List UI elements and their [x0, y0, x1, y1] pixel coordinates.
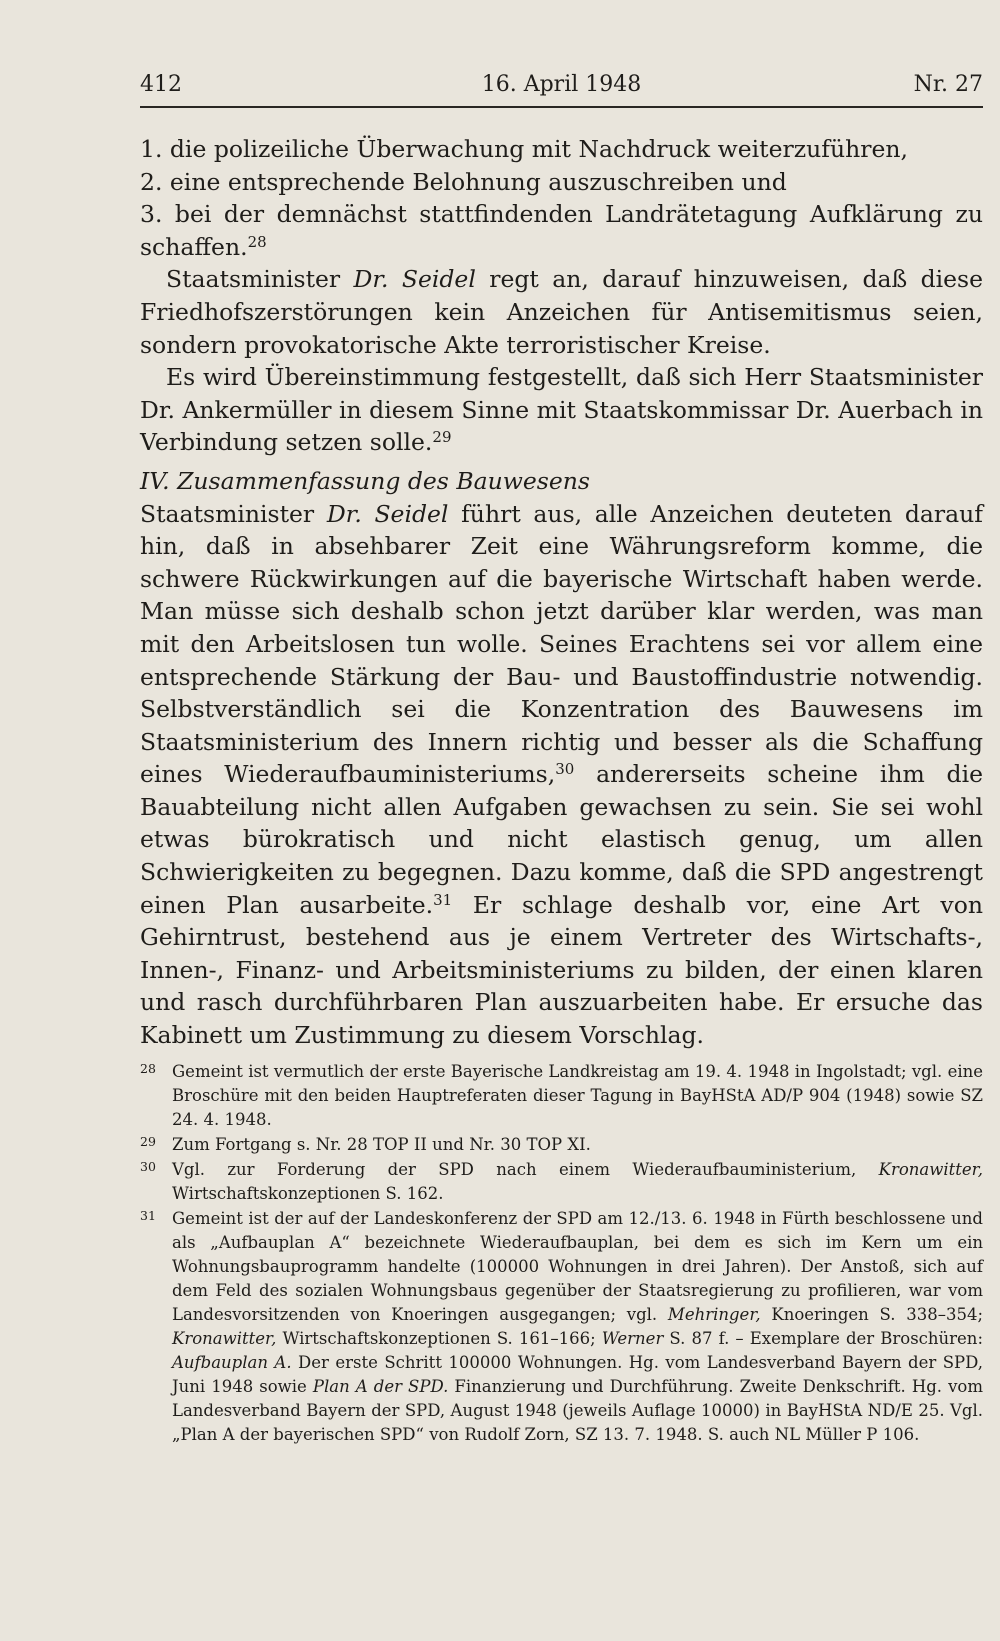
footnote-number: 29: [140, 1134, 156, 1149]
list-item-3: [140, 198, 983, 263]
footnote-ref-29[interactable]: 29: [432, 428, 452, 447]
paragraph-agreement: [140, 361, 983, 459]
cited-author: Mehringer,: [667, 1305, 761, 1324]
footnote-31: [140, 1207, 983, 1447]
paragraph-bauwesen: [140, 498, 983, 1052]
footnote-number: 28: [140, 1061, 156, 1076]
footnotes: [140, 1060, 983, 1448]
issue-number: Nr. 27: [913, 72, 983, 97]
footnote-text-d: S. 87 f. – Exemplare der Broschüren:: [663, 1329, 983, 1348]
page-number: 412: [140, 72, 182, 97]
footnote-text-a: Gemeint ist der auf der Landeskonferenz der SPD am 12./13. 6. 1948 in Fürth beschlossene und als „Aufbauplan A“ bezeichnete Wiederaufbauplan, bei dem es sich im Kern um ein Wohnungsbauprogramm handelte (100000 Wohnungen in drei Jahren). Der Anstoß, sich auf dem Feld des sozialen Wohnungsbaus gegenüber der Staatsregierung zu profilieren, war vom Landesvorsitzenden von Knoeringen ausgegangen; vgl.: [172, 1209, 983, 1324]
footnote-ref-30[interactable]: 30: [555, 760, 575, 779]
footnote-ref-28[interactable]: 28: [247, 232, 267, 251]
footnote-number: 31: [140, 1208, 156, 1223]
p2-text: Es wird Übereinstimmung festgestellt, daß sich Herr Staatsminister Dr. Ankermüller in diesem Sinne mit Staatskommissar Dr. Auerbach in Verbindung setzen solle.: [140, 363, 983, 457]
footnote-text-c: Wirtschaftskonzeptionen S. 161–166;: [276, 1329, 602, 1348]
cited-title: Aufbauplan A.: [172, 1353, 292, 1372]
p3-text-c: andererseits scheine ihm die Bauabteilung nicht allen Aufgaben gewachsen zu sein. Sie sei wohl etwas bürokratisch und nicht elastisch genug, um allen Schwierigkeiten zu begegnen. Dazu komme, daß die SPD angestrengt einen Plan ausarbeite.: [140, 760, 983, 919]
footnote-30: [140, 1158, 983, 1206]
speaker-name: Dr. Seidel: [353, 265, 476, 294]
cited-author: Kronawitter,: [878, 1160, 983, 1179]
p3-text-a: Staatsminister: [140, 499, 327, 528]
cited-author: Werner: [601, 1329, 664, 1348]
list-item-3-text: 3. bei der demnächst stattfindenden Landrätetagung Aufklärung zu schaffen.: [140, 200, 983, 261]
footnote-ref-31[interactable]: 31: [433, 890, 453, 909]
p3-text-d: Er schlage deshalb vor, eine Art von Gehirntrust, bestehend aus je einem Vertreter des Wirtschafts-, Innen-, Finanz- und Arbeitsministeriums zu bilden, der einen klaren und rasch durchführbaren Plan auszuarbeiten habe. Er ersuche das Kabinett um Zustimmung zu diesem Vorschlag.: [140, 890, 983, 1050]
footnote-text-e: Der erste Schritt 100000 Wohnungen. Hg. vom Landesverband Bayern der SPD, Juni 1948 sowie: [172, 1353, 983, 1396]
footnote-29: [140, 1133, 983, 1157]
footnote-text-b: Wirtschaftskonzeptionen S. 162.: [172, 1184, 444, 1203]
list-item-1: 1. die polizeiliche Überwachung mit Nachdruck weiterzuführen,: [140, 135, 908, 163]
cited-author: Kronawitter,: [172, 1329, 277, 1348]
header-date: 16. April 1948: [481, 72, 642, 97]
paragraph-seidel-cemetery: [140, 263, 983, 361]
footnote-text: Zum Fortgang s. Nr. 28 TOP II und Nr. 30 TOP XI.: [172, 1135, 591, 1154]
p1-text-a: Staatsminister: [166, 265, 354, 294]
cited-title: Plan A der SPD.: [312, 1377, 449, 1396]
footnote-28: [140, 1060, 983, 1132]
footnote-text-f: Finanzierung und Durchführung. Zweite Denkschrift. Hg. vom Landesverband Bayern der SPD, August 1948 (jeweils Auflage 10000) in BayHStA ND/E 25. Vgl. „Plan A der bayerischen SPD“ von Rudolf Zorn, SZ 13. 7. 1948. S. auch NL Müller P 106.: [172, 1377, 983, 1444]
header-rule: [140, 106, 983, 108]
list-item-2: 2. eine entsprechende Belohnung auszuschreiben und: [140, 167, 787, 196]
footnote-text: Gemeint ist vermutlich der erste Bayerische Landkreistag am 19. 4. 1948 in Ingolstadt; vgl. eine Broschüre mit den beiden Hauptreferaten dieser Tagung in BayHStA AD/P 904 (1948) sowie SZ 24. 4. 1948.: [172, 1062, 983, 1129]
footnote-text-b: Knoeringen S. 338–354;: [760, 1305, 984, 1324]
footnote-number: 30: [140, 1159, 156, 1174]
speaker-name: Dr. Seidel: [326, 499, 449, 528]
footnote-text-a: Vgl. zur Forderung der SPD nach einem Wiederaufbauministerium,: [172, 1160, 879, 1179]
body-text: [140, 133, 983, 1052]
section-heading: IV. Zusammenfassung des Bauwesens: [140, 466, 590, 495]
p1-text-b: regt an, darauf hinzuweisen, daß diese Friedhofszerstörungen kein Anzeichen für Antisemitismus seien, sondern provokatorische Akte terroristischer Kreise.: [140, 265, 984, 359]
p3-text-b: führt aus, alle Anzeichen deuteten darauf hin, daß in absehbarer Zeit eine Währungsreform komme, die schwere Rückwirkungen auf die bayerische Wirtschaft haben werde. Man müsse sich deshalb schon jetzt darüber klar werden, was man mit den Arbeitslosen tun wolle. Seines Erachtens sei vor allem eine entsprechende Stärkung der Bau- und Baustoffindustrie notwendig. Selbstverständlich sei die Konzentration des Bauwesens im Staatsministerium des Innern richtig und besser als die Schaffung eines Wiederaufbauministeriums,: [140, 499, 983, 789]
